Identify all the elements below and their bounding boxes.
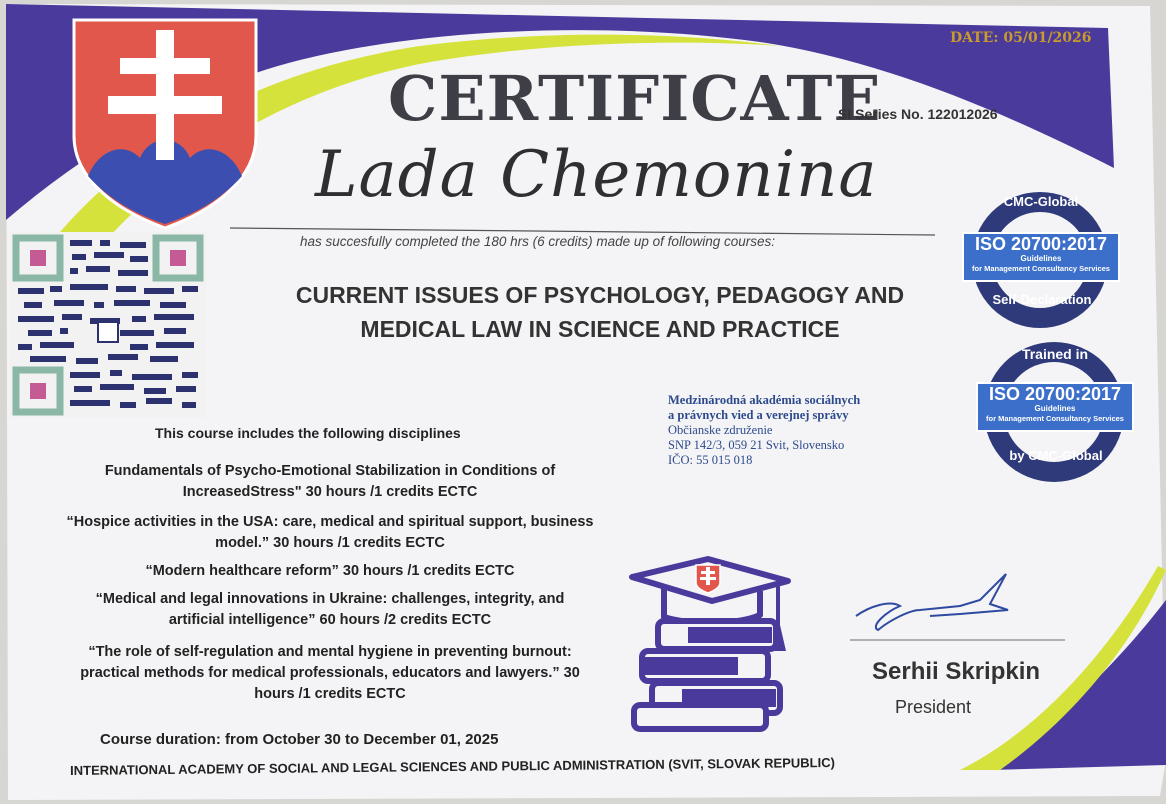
discipline-item [30, 642, 630, 705]
discipline-line: model.” 30 hours /1 credits ECTC [215, 535, 445, 551]
certificate-title: CERTIFICATE [388, 62, 882, 135]
badge-bottom-text: Self-Declaration [992, 292, 1092, 307]
discipline-line: IncreasedStress" 30 hours /1 credits ECTC [182, 484, 478, 500]
issue-date: DATE: 05/01/2026 [950, 30, 1092, 46]
discipline-line: practical methods for medical professionals, educators and lawyers.” 30 [80, 665, 580, 681]
graduation-cap-books-icon [628, 555, 798, 735]
academy-stamp [668, 393, 860, 468]
disciplines-heading: This course includes the following disciplines [155, 425, 461, 441]
signature-icon [850, 570, 1010, 645]
badge-iso-banner [976, 382, 1134, 432]
discipline-item [30, 561, 630, 582]
discipline-item [30, 589, 630, 631]
discipline-line: hours /1 credits ECTC [254, 686, 406, 702]
discipline-line: “Hospice activities in the USA: care, medical and spiritual support, business [66, 514, 594, 530]
badge-iso-banner [962, 232, 1120, 282]
iso-self-declaration-badge [962, 188, 1122, 330]
badge-guidelines: Guidelines [1020, 254, 1062, 263]
series-number: SI Series No. 122012026 [838, 106, 998, 122]
signatory-role: President [895, 697, 972, 717]
discipline-line: “Medical and legal innovations in Ukraine: challenges, integrity, and [95, 591, 565, 607]
badge-subtext: for Management Consultancy Services [986, 414, 1124, 423]
slovak-coat-of-arms-icon [70, 16, 260, 230]
footer-academy-name: INTERNATIONAL ACADEMY OF SOCIAL AND LEGAL SCIENCES AND PUBLIC ADMINISTRATION (SVIT, SLOVAK REPUBLIC) [70, 754, 835, 778]
badge-top-text: CMC-Global [1003, 194, 1079, 209]
badge-subtext: for Management Consultancy Services [972, 264, 1110, 273]
course-title-line: CURRENT ISSUES OF PSYCHOLOGY, PEDAGOGY AND [295, 282, 905, 308]
signatory-name: Serhii Skripkin [872, 658, 1041, 685]
discipline-line: “Modern healthcare reform” 30 hours /1 credits ECTC [145, 563, 515, 579]
badge-iso-label: ISO 20700:2017 [988, 384, 1122, 404]
course-duration: Course duration: from October 30 to December 01, 2025 [100, 731, 499, 748]
badge-iso-label: ISO 20700:2017 [974, 234, 1108, 254]
academy-line: SNP 142/3, 059 21 Svit, Slovensko [668, 438, 845, 452]
course-title [250, 278, 950, 346]
discipline-line: Fundamentals of Psycho-Emotional Stabilization in Conditions of [104, 463, 556, 479]
academy-line: Medzinárodná akadémia sociálnych [668, 393, 861, 407]
badge-top-text: Trained in [1021, 346, 1089, 362]
badge-guidelines: Guidelines [1034, 404, 1076, 413]
badge-bottom-text: by CMC-Global [1009, 448, 1103, 463]
iso-trained-badge [976, 338, 1136, 486]
discipline-item [30, 461, 630, 503]
academy-line: IČO: 55 015 018 [668, 453, 753, 467]
qr-code-icon[interactable] [10, 232, 206, 418]
discipline-item [30, 512, 630, 554]
discipline-line: “The role of self-regulation and mental hygiene in preventing burnout: [88, 644, 572, 660]
discipline-line: artificial intelligence” 60 hours /2 credits ECTC [168, 612, 492, 628]
academy-line: Občianske združenie [668, 423, 773, 437]
academy-line: a právnych vied a verejnej správy [668, 408, 849, 422]
recipient-name: Lada Chemonina [315, 138, 878, 212]
completion-text: has succesfully completed the 180 hrs (6 credits) made up of following courses: [300, 234, 775, 249]
course-title-line: MEDICAL LAW IN SCIENCE AND PRACTICE [360, 316, 840, 342]
